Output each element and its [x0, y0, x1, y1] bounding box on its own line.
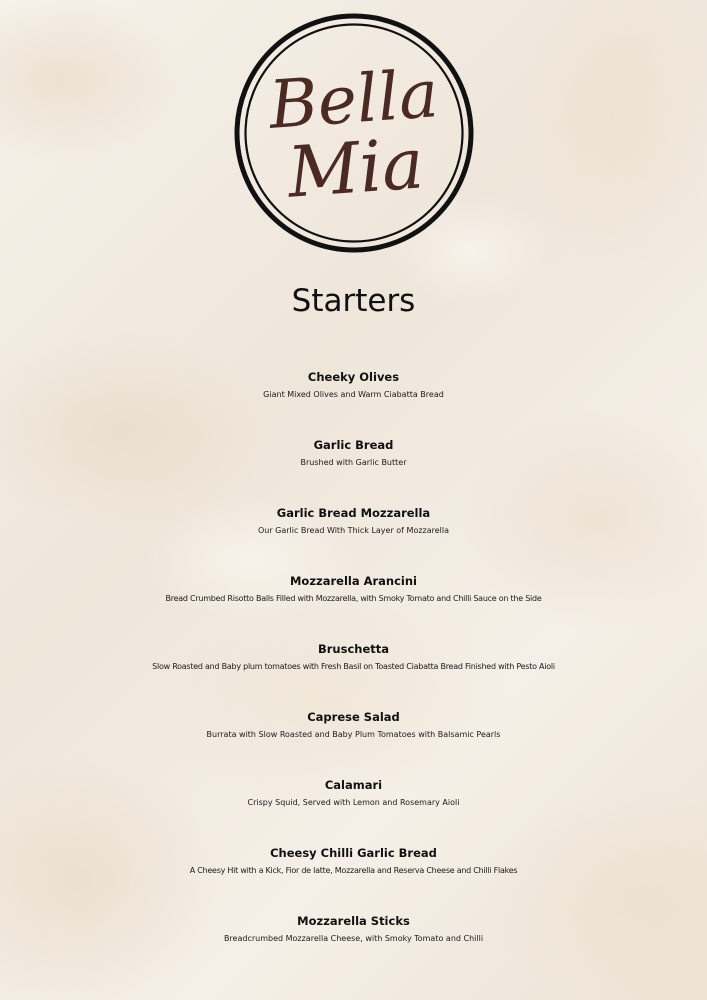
bella-mia-logo: [233, 12, 475, 254]
section-title: Starters: [291, 283, 416, 319]
menu-item-name: Caprese Salad: [307, 710, 400, 724]
logo-seal: [233, 12, 475, 254]
logo-word-bella: Bella: [266, 55, 441, 144]
menu-item: [0, 912, 707, 980]
menu-item: [0, 776, 707, 844]
menu-item-name: Bruschetta: [317, 642, 390, 656]
menu-item: [0, 640, 707, 708]
logo-word-mia: Mia: [285, 122, 427, 214]
menu-item-description: Our Garlic Bread With Thick Layer of Mozzarella: [257, 526, 450, 535]
menu-item-name: Mozzarella Sticks: [297, 914, 410, 928]
menu-item: [0, 504, 707, 572]
menu-item-name: Garlic Bread: [313, 438, 394, 452]
menu-item-description: Burrata with Slow Roasted and Baby Plum Tomatoes with Balsamic Pearls: [206, 730, 501, 739]
menu-item: [0, 844, 707, 912]
menu-item: [0, 572, 707, 640]
menu-item-description: A Cheesy Hit with a Kick, Fior de latte, Mozzarella and Reserva Cheese and Chilli Flakes: [189, 866, 518, 875]
menu-item-name: Cheesy Chilli Garlic Bread: [270, 846, 437, 860]
menu-item-description: Crispy Squid, Served with Lemon and Rosemary Aioli: [247, 798, 460, 807]
menu-item: [0, 708, 707, 776]
starters-menu-list: [0, 368, 707, 980]
menu-item-description: Giant Mixed Olives and Warm Ciabatta Bread: [263, 390, 444, 399]
menu-item-name: Mozzarella Arancini: [289, 574, 418, 588]
menu-item-name: Cheeky Olives: [307, 370, 400, 384]
menu-item-description: Brushed with Garlic Butter: [300, 458, 407, 467]
menu-item-description: Breadcrumbed Mozzarella Cheese, with Smoky Tomato and Chilli: [223, 934, 484, 943]
menu-item-name: Calamari: [324, 778, 383, 792]
menu-item: [0, 368, 707, 436]
menu-item-description: Slow Roasted and Baby plum tomatoes with Fresh Basil on Toasted Ciabatta Bread Finished with Pesto Aioli: [152, 662, 555, 671]
menu-item-name: Garlic Bread Mozzarella: [276, 506, 431, 520]
menu-item: [0, 436, 707, 504]
menu-item-description: Bread Crumbed Risotto Balls Filled with Mozzarella, with Smoky Tomato and Chilli Sauce on the Side: [165, 594, 542, 603]
